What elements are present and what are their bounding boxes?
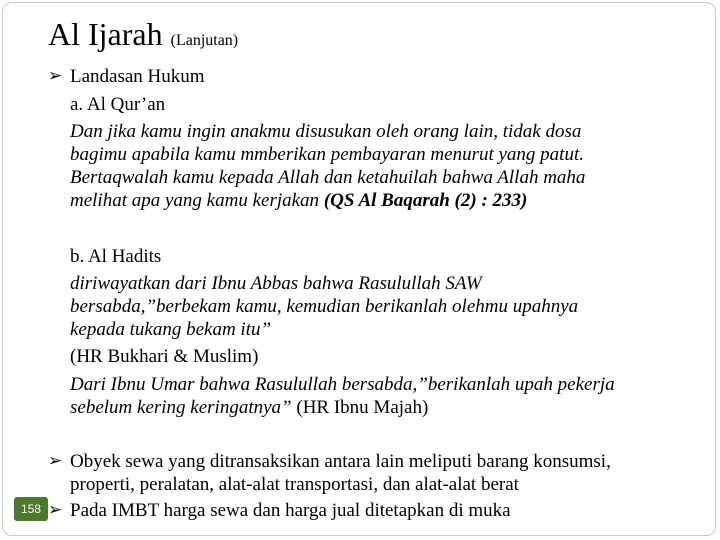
title-subtitle: (Lanjutan) (170, 32, 239, 49)
hadits1-citation: (HR Bukhari & Muslim) (70, 346, 259, 367)
arrowhead-bullet-icon: ➢ (48, 451, 63, 471)
slide-title (48, 16, 238, 53)
arrowhead-bullet-icon: ➢ (48, 66, 63, 86)
quran-label: a. Al Qur’an (70, 94, 166, 115)
bullet-obyek-sewa-line-2: properti, peralatan, alat-alat transportasi, dan alat-alat berat (70, 474, 519, 495)
hadits2-citation: (HR Ibnu Majah) (296, 397, 429, 418)
quran-citation: (QS Al Baqarah (2) : 233) (323, 190, 528, 211)
hadits-label: b. Al Hadits (70, 246, 162, 267)
quran-line-3: Bertaqwalah kamu kepada Allah dan ketahuilah bahwa Allah maha (70, 167, 586, 188)
quran-line-2: bagimu apabila kamu mmberikan pembayaran menurut yang patut. (70, 144, 584, 165)
slide-number-badge: 158 (14, 497, 48, 521)
quran-line-1: Dan jika kamu ingin anakmu disusukan oleh orang lain, tidak dosa (70, 121, 582, 142)
hadits1-line-3: kepada tukang bekam itu” (70, 319, 272, 340)
hadits1-line-2: bersabda,”berbekam kamu, kemudian berikanlah olehmu upahnya (70, 296, 579, 317)
bullet-imbt: Pada IMBT harga sewa dan harga jual ditetapkan di muka (70, 500, 511, 521)
hadits1-line-1: diriwayatkan dari Ibnu Abbas bahwa Rasulullah SAW (70, 273, 482, 294)
hadits2-text: sebelum kering keringatnya” (70, 397, 292, 418)
bullet-obyek-sewa-line-1: Obyek sewa yang ditransaksikan antara lain meliputi barang konsumsi, (70, 451, 611, 472)
section-heading-landasan: Landasan Hukum (70, 66, 205, 87)
quran-last-line: melihat apa yang kamu kerjakan (70, 190, 320, 211)
arrowhead-bullet-icon: ➢ (48, 500, 63, 520)
hadits2-line-2 (70, 396, 428, 419)
title-main: Al Ijarah (48, 16, 163, 52)
quran-line-4 (70, 189, 527, 212)
hadits2-line-1: Dari Ibnu Umar bahwa Rasulullah bersabda,”berikanlah upah pekerja (70, 374, 615, 395)
